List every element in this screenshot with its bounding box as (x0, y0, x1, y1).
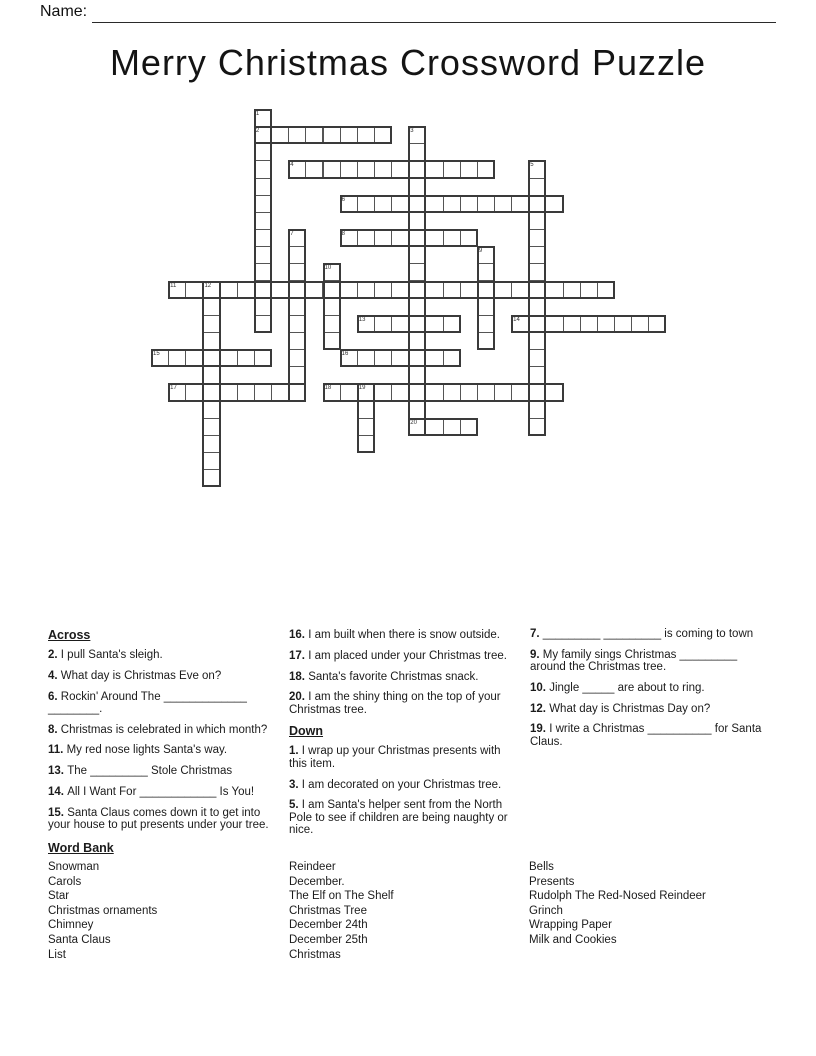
grid-cell[interactable] (443, 281, 461, 299)
grid-cell[interactable] (151, 349, 169, 367)
crossword-grid (151, 109, 667, 488)
grid-cell[interactable] (460, 229, 478, 247)
grid-cell[interactable] (202, 401, 220, 419)
grid-cell[interactable] (477, 246, 495, 264)
clue-number: 15. (48, 806, 68, 819)
grid-cell[interactable] (271, 383, 289, 401)
word-bank-item: Wrapping Paper (529, 919, 612, 932)
clue-number: 13. (48, 765, 68, 778)
grid-cell[interactable] (545, 383, 563, 401)
grid-cell[interactable] (202, 469, 220, 487)
clue-number: 20. (289, 691, 309, 704)
grid-cell[interactable] (185, 281, 203, 299)
grid-cell[interactable] (288, 349, 306, 367)
clue-item: 16. I am built when there is snow outside. (289, 629, 500, 641)
grid-cell[interactable] (408, 143, 426, 161)
grid-cell[interactable] (271, 281, 289, 299)
grid-cell[interactable] (391, 195, 409, 213)
grid-cell[interactable] (323, 332, 341, 350)
grid-cell[interactable] (580, 281, 598, 299)
grid-cell[interactable] (374, 281, 392, 299)
grid-cell-number: 4 (290, 162, 294, 169)
grid-cell[interactable] (528, 246, 546, 264)
grid-cell[interactable] (357, 349, 375, 367)
grid-cell[interactable] (323, 315, 341, 333)
clue-item: 10. Jingle _____ are about to ring. (530, 681, 705, 694)
grid-cell[interactable] (511, 195, 529, 213)
grid-cell[interactable] (237, 383, 255, 401)
grid-cell[interactable] (340, 160, 358, 178)
grid-cell[interactable] (202, 435, 220, 453)
grid-cell[interactable] (443, 315, 461, 333)
clue-number: 6. (48, 690, 61, 703)
grid-cell[interactable] (254, 126, 272, 144)
grid-cell[interactable] (357, 281, 375, 299)
grid-cell-number: 13 (358, 316, 366, 323)
grid-cell[interactable] (477, 263, 495, 281)
grid-cell[interactable] (528, 401, 546, 419)
grid-cell[interactable] (288, 383, 306, 401)
grid-cell[interactable] (460, 160, 478, 178)
grid-cell[interactable] (528, 212, 546, 230)
grid-cell[interactable] (357, 315, 375, 333)
grid-cell[interactable] (254, 143, 272, 161)
grid-cell[interactable] (477, 315, 495, 333)
grid-cell-number: 12 (204, 282, 212, 289)
grid-cell[interactable] (511, 315, 529, 333)
grid-cell[interactable] (528, 229, 546, 247)
grid-cell[interactable] (254, 160, 272, 178)
grid-cell[interactable] (254, 229, 272, 247)
clue-item: 15. Santa Claus comes down it to get into your house to put presents under your tree. (48, 806, 269, 832)
grid-cell[interactable] (425, 229, 443, 247)
grid-cell[interactable] (237, 281, 255, 299)
down-clue-list-1 (289, 745, 515, 836)
grid-cell[interactable] (374, 160, 392, 178)
clue-item: 2. I pull Santa's sleigh. (48, 649, 163, 661)
clues-column-2 (289, 629, 515, 845)
clue-number: 18. (289, 670, 309, 683)
clue-number: 2. (48, 649, 61, 661)
grid-cell[interactable] (288, 263, 306, 281)
word-bank-item: Grinch (529, 904, 563, 917)
grid-cell-number: 17 (170, 385, 177, 392)
grid-cell[interactable] (408, 383, 426, 401)
grid-cell[interactable] (357, 195, 375, 213)
clue-number: 17. (289, 649, 309, 662)
grid-cell[interactable] (202, 349, 220, 367)
down-clue-list-2 (530, 628, 762, 748)
grid-cell[interactable] (528, 315, 546, 333)
clue-item: 11. My red nose lights Santa's way. (48, 744, 228, 757)
grid-cell[interactable] (511, 383, 529, 401)
grid-cell[interactable] (340, 126, 358, 144)
grid-cell[interactable] (580, 315, 598, 333)
grid-cell[interactable] (202, 332, 220, 350)
grid-cell[interactable] (443, 418, 461, 436)
grid-cell[interactable] (477, 298, 495, 316)
grid-cell[interactable] (614, 315, 632, 333)
word-bank-item: Presents (529, 875, 575, 888)
grid-cell[interactable] (408, 195, 426, 213)
grid-cell[interactable] (528, 332, 546, 350)
grid-cell[interactable] (408, 263, 426, 281)
grid-cell[interactable] (357, 401, 375, 419)
grid-cell[interactable] (202, 418, 220, 436)
clue-number: 12. (530, 702, 550, 715)
grid-cell-number: 18 (324, 385, 332, 392)
grid-cell[interactable] (408, 332, 426, 350)
word-bank-item: Christmas Tree (289, 904, 367, 917)
word-bank-header: Word Bank (48, 841, 114, 855)
grid-cell[interactable] (477, 281, 495, 299)
grid-cell[interactable] (477, 332, 495, 350)
grid-cell[interactable] (408, 246, 426, 264)
grid-cell[interactable] (288, 246, 306, 264)
word-bank-item: December 25th (289, 933, 368, 946)
grid-cell[interactable] (477, 383, 495, 401)
clue-number: 7. (530, 628, 543, 640)
grid-cell[interactable] (443, 229, 461, 247)
grid-cell[interactable] (305, 160, 323, 178)
grid-cell-number: 19 (358, 385, 366, 392)
across-clue-list-2 (289, 629, 515, 716)
grid-cell[interactable] (528, 383, 546, 401)
clue-item: 5. I am Santa's helper sent from the North Pole to see if children are being naughty or nice. (289, 799, 508, 836)
word-bank (48, 841, 776, 971)
grid-cell[interactable] (545, 195, 563, 213)
grid-cell[interactable] (374, 126, 392, 144)
word-bank-item: List (48, 948, 66, 961)
grid-cell[interactable] (443, 349, 461, 367)
grid-cell[interactable] (220, 349, 238, 367)
word-bank-item: Star (48, 890, 70, 903)
grid-cell[interactable] (288, 126, 306, 144)
grid-cell[interactable] (323, 160, 341, 178)
grid-cell[interactable] (340, 383, 358, 401)
grid-cell[interactable] (597, 281, 615, 299)
clue-item: 12. What day is Christmas Day on? (530, 702, 711, 715)
word-bank-column-3 (529, 860, 764, 948)
grid-cell[interactable] (254, 212, 272, 230)
grid-cell[interactable] (202, 298, 220, 316)
grid-cell[interactable] (271, 126, 289, 144)
grid-cell-number: 8 (341, 231, 345, 238)
grid-cell[interactable] (305, 281, 323, 299)
grid-cell[interactable] (254, 383, 272, 401)
word-bank-item: December 24th (289, 919, 368, 932)
grid-cell[interactable] (288, 366, 306, 384)
grid-cell[interactable] (494, 383, 512, 401)
grid-cell[interactable] (254, 349, 272, 367)
clue-item: 18. Santa's favorite Christmas snack. (289, 670, 479, 683)
grid-cell[interactable] (254, 281, 272, 299)
clue-item: 6. Rockin' Around The _____________ ________. (48, 690, 247, 715)
grid-cell[interactable] (528, 281, 546, 299)
grid-cell[interactable] (425, 195, 443, 213)
grid-cell[interactable] (425, 418, 443, 436)
word-bank-column-2 (289, 860, 524, 962)
grid-cell[interactable] (648, 315, 666, 333)
grid-cell[interactable] (254, 263, 272, 281)
grid-cell[interactable] (168, 281, 186, 299)
word-bank-item: Snowman (48, 861, 100, 873)
grid-cell[interactable] (340, 195, 358, 213)
clues-column-1 (48, 628, 272, 840)
word-bank-item: December. (289, 875, 345, 888)
grid-cell[interactable] (391, 349, 409, 367)
word-bank-item: Chimney (48, 919, 94, 932)
grid-cell[interactable] (443, 195, 461, 213)
grid-cell[interactable] (357, 160, 375, 178)
grid-cell[interactable] (288, 332, 306, 350)
grid-cell[interactable] (408, 229, 426, 247)
grid-cell[interactable] (460, 383, 478, 401)
grid-cell[interactable] (408, 418, 426, 436)
clue-number: 11. (48, 744, 67, 757)
grid-cell[interactable] (340, 229, 358, 247)
grid-cell[interactable] (528, 160, 546, 178)
grid-cell[interactable] (408, 349, 426, 367)
grid-cell[interactable] (528, 349, 546, 367)
page-title: Merry Christmas Crossword Puzzle (109, 42, 707, 83)
name-fill-in-line[interactable] (92, 1, 776, 23)
grid-cell-number: 9 (478, 248, 483, 255)
grid-cell-number: 2 (255, 128, 260, 135)
clue-number: 10. (530, 681, 550, 694)
grid-cell[interactable] (357, 418, 375, 436)
grid-cell[interactable] (563, 315, 581, 333)
clues-column-3 (530, 628, 762, 757)
grid-cell[interactable] (185, 383, 203, 401)
across-header: Across (48, 628, 91, 642)
grid-cell[interactable] (528, 195, 546, 213)
grid-cell[interactable] (408, 212, 426, 230)
grid-cell[interactable] (254, 298, 272, 316)
word-bank-item: Santa Claus (48, 933, 111, 946)
word-bank-item: Christmas (289, 948, 341, 961)
grid-cell-number: 10 (324, 265, 332, 272)
grid-cell[interactable] (477, 160, 495, 178)
grid-cell[interactable] (374, 315, 392, 333)
grid-cell[interactable] (443, 160, 461, 178)
grid-cell[interactable] (288, 298, 306, 316)
grid-cell[interactable] (254, 195, 272, 213)
word-bank-item: Reindeer (289, 861, 336, 873)
clue-number: 9. (530, 648, 543, 661)
clue-number: 4. (48, 669, 61, 682)
grid-cell-number: 3 (410, 128, 414, 135)
grid-cell[interactable] (477, 195, 495, 213)
grid-cell[interactable] (237, 349, 255, 367)
grid-cell[interactable] (288, 281, 306, 299)
clue-number: 16. (289, 629, 309, 641)
grid-cell[interactable] (408, 160, 426, 178)
grid-cell[interactable] (168, 349, 186, 367)
grid-cell[interactable] (220, 383, 238, 401)
grid-cell[interactable] (340, 281, 358, 299)
word-bank-item: Christmas ornaments (48, 904, 158, 917)
grid-cell[interactable] (408, 281, 426, 299)
clue-item: 13. The _________ Stole Christmas (48, 765, 233, 778)
grid-cell-number: 14 (513, 316, 520, 323)
grid-cell[interactable] (391, 160, 409, 178)
grid-cell[interactable] (511, 281, 529, 299)
grid-cell[interactable] (202, 315, 220, 333)
grid-cell[interactable] (545, 281, 563, 299)
grid-cell-number: 6 (341, 196, 345, 203)
grid-cell[interactable] (323, 263, 341, 281)
grid-cell[interactable] (374, 383, 392, 401)
grid-cell-number: 11 (170, 282, 177, 289)
grid-cell-number: 16 (341, 351, 349, 358)
grid-cell[interactable] (408, 315, 426, 333)
clue-item: 8. Christmas is celebrated in which month? (48, 723, 268, 736)
grid-cell[interactable] (254, 315, 272, 333)
clue-number: 3. (289, 778, 302, 791)
grid-cell[interactable] (357, 435, 375, 453)
word-bank-column-1 (48, 860, 283, 962)
word-bank-item: Bells (529, 861, 554, 873)
grid-cell[interactable] (528, 298, 546, 316)
grid-cell[interactable] (202, 383, 220, 401)
grid-cell[interactable] (357, 229, 375, 247)
word-bank-item: Milk and Cookies (529, 933, 617, 946)
grid-cell[interactable] (443, 383, 461, 401)
grid-cell[interactable] (357, 383, 375, 401)
grid-cell[interactable] (460, 281, 478, 299)
grid-cell[interactable] (597, 315, 615, 333)
name-label: Name: (40, 3, 88, 20)
word-bank-item: The Elf on The Shelf (289, 890, 394, 903)
grid-cell-number: 1 (255, 111, 260, 117)
grid-cell-number: 7 (290, 231, 294, 238)
grid-cell[interactable] (340, 349, 358, 367)
grid-cell[interactable] (202, 366, 220, 384)
clue-item: 1. I wrap up your Christmas presents with this item. (289, 745, 501, 770)
grid-cell[interactable] (425, 315, 443, 333)
clue-item: 9. My family sings Christmas _________ around the Christmas tree. (530, 648, 738, 674)
grid-cell-number: 20 (410, 419, 417, 426)
clue-number: 5. (289, 799, 302, 812)
grid-cell[interactable] (391, 281, 409, 299)
grid-cell-number: 5 (530, 162, 534, 169)
grid-cell[interactable] (408, 366, 426, 384)
clue-number: 8. (48, 723, 61, 736)
grid-cell[interactable] (323, 383, 341, 401)
clue-item: 14. All I Want For ____________ Is You! (48, 786, 255, 799)
grid-cell[interactable] (631, 315, 649, 333)
grid-cell[interactable] (288, 315, 306, 333)
grid-cell[interactable] (374, 195, 392, 213)
grid-cell[interactable] (185, 349, 203, 367)
grid-cell[interactable] (391, 383, 409, 401)
clue-number: 1. (289, 745, 302, 758)
grid-cell[interactable] (202, 452, 220, 470)
clue-item: 3. I am decorated on your Christmas tree. (289, 778, 502, 791)
grid-cell[interactable] (425, 383, 443, 401)
clue-item: 7. _________ _________ is coming to town (530, 628, 754, 640)
word-bank-item: Rudolph The Red-Nosed Reindeer (529, 890, 706, 903)
grid-cell[interactable] (374, 349, 392, 367)
grid-cell[interactable] (288, 229, 306, 247)
clue-item: 20. I am the shiny thing on the top of your Christmas tree. (289, 691, 501, 716)
grid-cell[interactable] (323, 126, 341, 144)
grid-cell[interactable] (494, 281, 512, 299)
grid-cell[interactable] (254, 178, 272, 196)
grid-cell[interactable] (323, 298, 341, 316)
clue-item: 19. I write a Christmas __________ for Santa Claus. (530, 723, 762, 748)
grid-cell[interactable] (288, 160, 306, 178)
grid-cell[interactable] (528, 366, 546, 384)
grid-cell[interactable] (220, 281, 238, 299)
across-clue-list-1 (48, 649, 272, 831)
grid-cell[interactable] (545, 315, 563, 333)
grid-cell[interactable] (425, 349, 443, 367)
grid-cell[interactable] (408, 401, 426, 419)
grid-cell[interactable] (528, 418, 546, 436)
grid-cell[interactable] (374, 229, 392, 247)
grid-cell[interactable] (494, 195, 512, 213)
grid-cell[interactable] (460, 418, 478, 436)
grid-cell[interactable] (254, 246, 272, 264)
grid-cell[interactable] (563, 281, 581, 299)
word-bank-item: Carols (48, 875, 82, 888)
down-header: Down (289, 724, 324, 739)
clue-item: 4. What day is Christmas Eve on? (48, 669, 222, 682)
grid-cell[interactable] (254, 109, 272, 127)
grid-cell[interactable] (305, 126, 323, 144)
grid-cell[interactable] (425, 160, 443, 178)
grid-cell[interactable] (323, 281, 341, 299)
grid-cell[interactable] (391, 315, 409, 333)
clue-number: 19. (530, 723, 550, 736)
clue-item: 17. I am placed under your Christmas tree. (289, 649, 507, 662)
grid-cell[interactable] (168, 383, 186, 401)
grid-cell[interactable] (528, 263, 546, 281)
grid-cell[interactable] (202, 281, 220, 299)
grid-cell-number: 15 (153, 351, 160, 358)
grid-cell[interactable] (357, 126, 375, 144)
grid-cell[interactable] (528, 178, 546, 196)
clue-number: 14. (48, 786, 68, 799)
grid-cell[interactable] (408, 126, 426, 144)
grid-cell[interactable] (460, 195, 478, 213)
grid-cell[interactable] (425, 281, 443, 299)
grid-cell[interactable] (408, 178, 426, 196)
grid-cell[interactable] (408, 298, 426, 316)
grid-cell[interactable] (391, 229, 409, 247)
